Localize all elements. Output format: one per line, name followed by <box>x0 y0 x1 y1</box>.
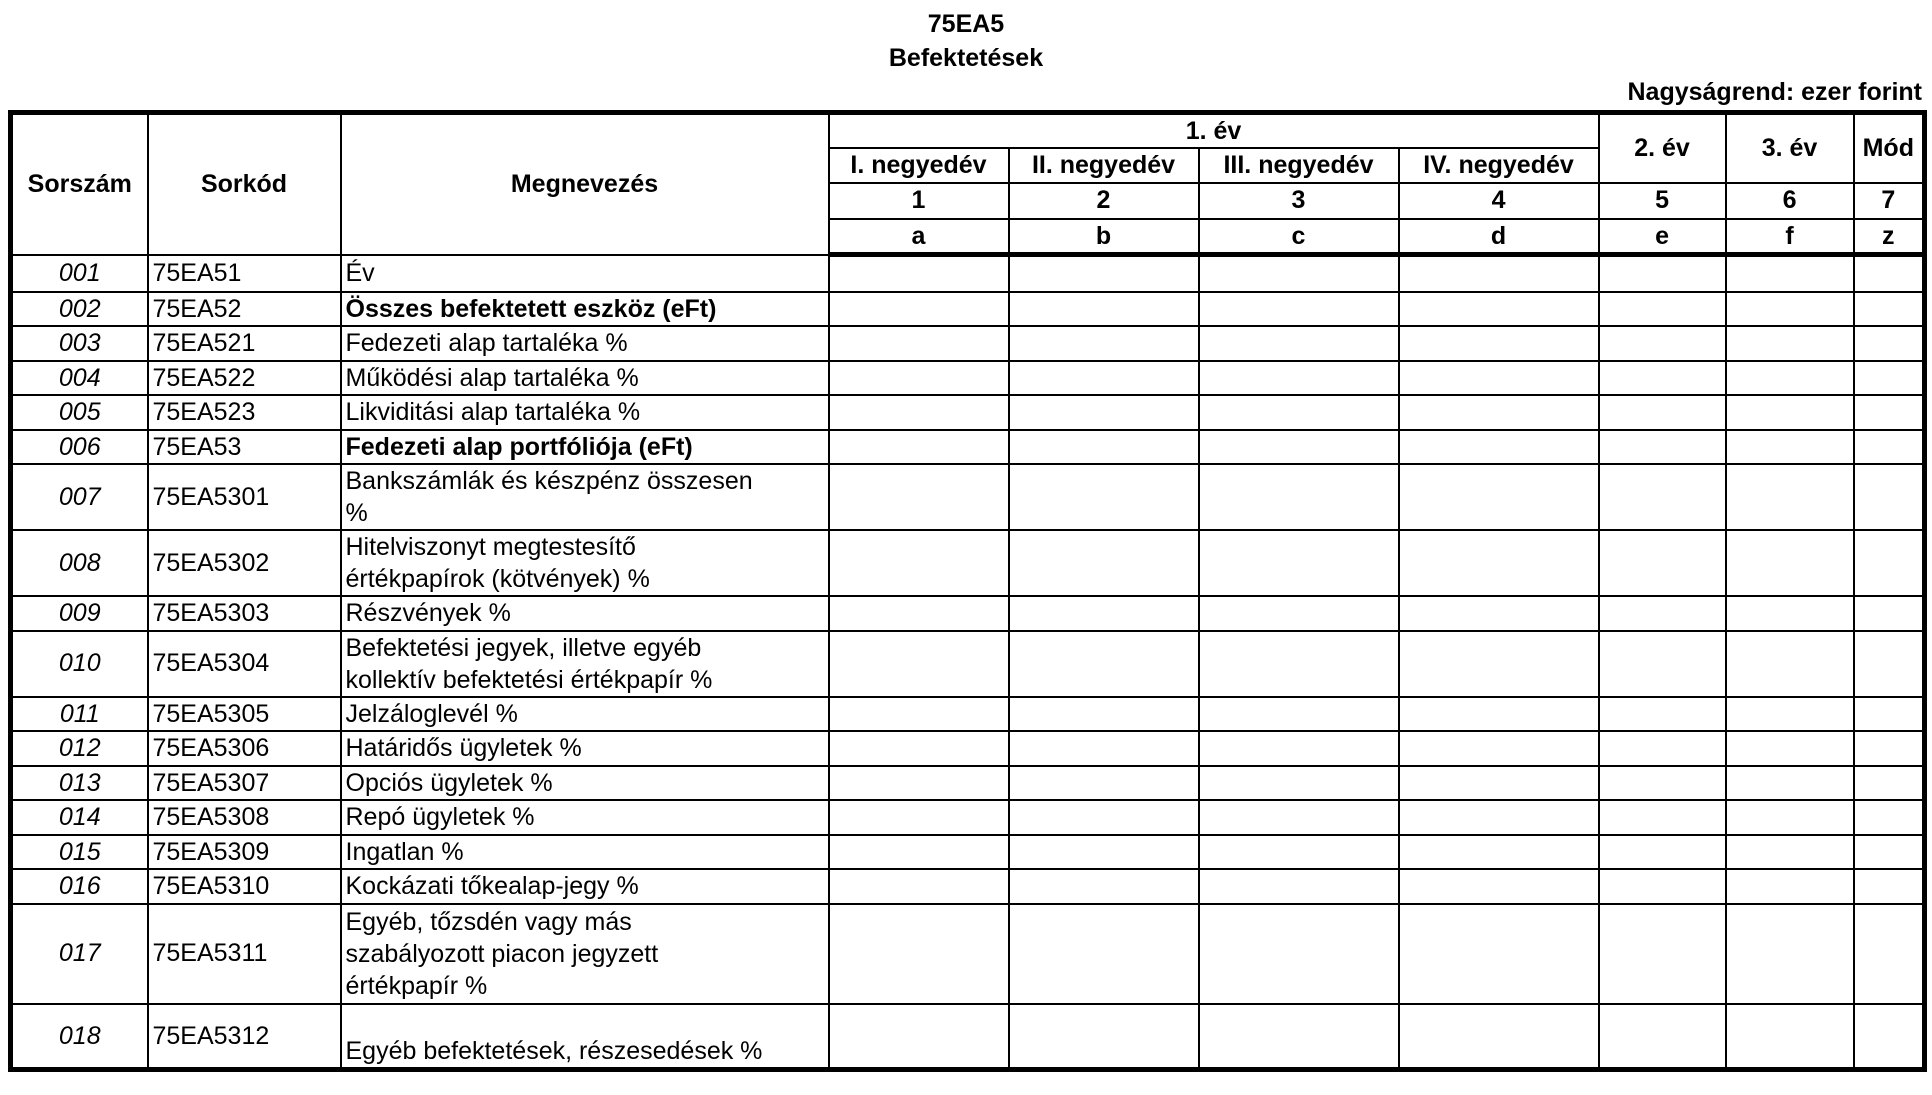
header-q2: II. negyedév <box>1009 148 1199 183</box>
row-number: 007 <box>11 464 148 530</box>
value-cell[interactable] <box>829 869 1009 904</box>
row-code: 75EA5307 <box>148 766 341 801</box>
table-row <box>11 800 1925 835</box>
row-name: Repó ügyletek % <box>341 800 829 835</box>
row-number: 009 <box>11 596 148 631</box>
row-name: Ingatlan % <box>341 835 829 870</box>
value-cell[interactable] <box>829 361 1009 396</box>
row-name-line: Hitelviszonyt megtestesítő <box>345 533 636 561</box>
value-cell[interactable] <box>1854 869 1925 904</box>
value-cell[interactable] <box>1599 395 1726 430</box>
value-cell[interactable] <box>1599 766 1726 801</box>
value-cell[interactable] <box>829 766 1009 801</box>
table-row <box>11 395 1925 430</box>
value-cell[interactable] <box>829 904 1009 1004</box>
value-cell[interactable] <box>1599 731 1726 766</box>
row-name-line: szabályozott piacon jegyzett <box>345 939 659 968</box>
col-number: 1 <box>829 183 1009 219</box>
col-letter: f <box>1726 219 1854 255</box>
col-number: 3 <box>1199 183 1399 219</box>
value-cell[interactable] <box>1726 835 1854 870</box>
header-mod: Mód <box>1854 113 1925 183</box>
value-cell[interactable] <box>1009 631 1199 697</box>
value-cell[interactable] <box>829 430 1009 465</box>
table-row <box>11 326 1925 361</box>
row-code: 75EA5311 <box>148 904 341 1004</box>
value-cell[interactable] <box>1854 395 1925 430</box>
row-number: 002 <box>11 292 148 327</box>
row-name: Egyéb befektetések, részesedések % <box>341 1004 829 1070</box>
value-cell[interactable] <box>1854 292 1925 327</box>
value-cell[interactable] <box>829 596 1009 631</box>
value-cell[interactable] <box>1399 766 1599 801</box>
row-number: 013 <box>11 766 148 801</box>
value-cell[interactable] <box>1199 292 1399 327</box>
table-row <box>11 430 1925 465</box>
row-name: Opciós ügyletek % <box>341 766 829 801</box>
value-cell[interactable] <box>1199 800 1399 835</box>
col-number: 4 <box>1399 183 1599 219</box>
value-cell[interactable] <box>1726 255 1854 292</box>
row-code: 75EA5304 <box>148 631 341 697</box>
value-cell[interactable] <box>1726 1004 1854 1070</box>
table-row <box>11 766 1925 801</box>
row-code: 75EA5302 <box>148 530 341 596</box>
value-cell[interactable] <box>1199 395 1399 430</box>
value-cell[interactable] <box>829 835 1009 870</box>
value-cell[interactable] <box>1009 766 1199 801</box>
value-cell[interactable] <box>1726 731 1854 766</box>
row-code: 75EA5306 <box>148 731 341 766</box>
row-code: 75EA5308 <box>148 800 341 835</box>
value-cell[interactable] <box>1854 631 1925 697</box>
row-name: Kockázati tőkealap-jegy % <box>341 869 829 904</box>
row-number: 018 <box>11 1004 148 1070</box>
value-cell[interactable] <box>1599 904 1726 1004</box>
value-cell[interactable] <box>1599 430 1726 465</box>
row-name-line: kollektív befektetési értékpapír % <box>345 665 713 694</box>
col-letter: d <box>1399 219 1599 255</box>
value-cell[interactable] <box>1854 255 1925 292</box>
value-cell[interactable] <box>829 326 1009 361</box>
value-cell[interactable] <box>1854 800 1925 835</box>
row-name <box>341 464 829 530</box>
value-cell[interactable] <box>1009 395 1199 430</box>
row-name: Működési alap tartaléka % <box>341 361 829 396</box>
col-letter: a <box>829 219 1009 255</box>
header-year2: 2. év <box>1599 113 1726 183</box>
row-code: 75EA5310 <box>148 869 341 904</box>
header-sorkod: Sorkód <box>148 113 341 255</box>
value-cell[interactable] <box>1399 464 1599 530</box>
value-cell[interactable] <box>1009 1004 1199 1070</box>
unit-label: Nagyságrend: ezer forint <box>1627 78 1922 106</box>
header-sorszam: Sorszám <box>11 113 148 255</box>
value-cell[interactable] <box>829 631 1009 697</box>
row-name <box>341 530 829 596</box>
form-code: 75EA5 <box>927 10 1005 38</box>
table-row <box>11 904 1925 1004</box>
value-cell[interactable] <box>1854 326 1925 361</box>
row-code: 75EA5301 <box>148 464 341 530</box>
value-cell[interactable] <box>1399 530 1599 596</box>
value-cell[interactable] <box>1726 596 1854 631</box>
table-row <box>11 1004 1925 1070</box>
table-row <box>11 361 1925 396</box>
value-cell[interactable] <box>1009 292 1199 327</box>
row-number: 001 <box>11 255 148 292</box>
value-cell[interactable] <box>1399 292 1599 327</box>
value-cell[interactable] <box>1399 395 1599 430</box>
row-code: 75EA51 <box>148 255 341 292</box>
value-cell[interactable] <box>829 697 1009 732</box>
row-number: 004 <box>11 361 148 396</box>
value-cell[interactable] <box>1599 631 1726 697</box>
row-code: 75EA521 <box>148 326 341 361</box>
row-code: 75EA53 <box>148 430 341 465</box>
col-letter: b <box>1009 219 1199 255</box>
row-code: 75EA523 <box>148 395 341 430</box>
row-code: 75EA522 <box>148 361 341 396</box>
value-cell[interactable] <box>1199 1004 1399 1070</box>
value-cell[interactable] <box>1599 292 1726 327</box>
value-cell[interactable] <box>829 800 1009 835</box>
value-cell[interactable] <box>1199 326 1399 361</box>
value-cell[interactable] <box>1009 869 1199 904</box>
value-cell[interactable] <box>1599 835 1726 870</box>
value-cell[interactable] <box>1199 255 1399 292</box>
value-cell[interactable] <box>1726 530 1854 596</box>
value-cell[interactable] <box>1599 361 1726 396</box>
row-number: 006 <box>11 430 148 465</box>
value-cell[interactable] <box>1399 430 1599 465</box>
value-cell[interactable] <box>1199 596 1399 631</box>
table-row <box>11 596 1925 631</box>
value-cell[interactable] <box>1399 596 1599 631</box>
value-cell[interactable] <box>1399 869 1599 904</box>
value-cell[interactable] <box>1599 697 1726 732</box>
row-name-line: Befektetési jegyek, illetve egyéb <box>345 633 702 662</box>
row-name: Részvények % <box>341 596 829 631</box>
table-row <box>11 835 1925 870</box>
value-cell[interactable] <box>1726 361 1854 396</box>
row-name: Jelzáloglevél % <box>341 697 829 732</box>
value-cell[interactable] <box>1854 731 1925 766</box>
row-name: Határidős ügyletek % <box>341 731 829 766</box>
table-row <box>11 530 1925 596</box>
value-cell[interactable] <box>1009 904 1199 1004</box>
value-cell[interactable] <box>1009 835 1199 870</box>
value-cell[interactable] <box>1726 766 1854 801</box>
col-letter: c <box>1199 219 1399 255</box>
value-cell[interactable] <box>1599 869 1726 904</box>
header-megnevezes: Megnevezés <box>341 113 829 255</box>
value-cell[interactable] <box>1199 530 1399 596</box>
row-name: Év <box>341 255 829 292</box>
value-cell[interactable] <box>1726 631 1854 697</box>
table-row <box>11 631 1925 697</box>
row-name-line: Bankszámlák és készpénz összesen <box>345 467 753 495</box>
row-name: Fedezeti alap tartaléka % <box>341 326 829 361</box>
table-row <box>11 464 1925 530</box>
value-cell[interactable] <box>829 731 1009 766</box>
header-year3: 3. év <box>1726 113 1854 183</box>
row-code: 75EA5312 <box>148 1004 341 1070</box>
value-cell[interactable] <box>1854 766 1925 801</box>
col-letter: e <box>1599 219 1726 255</box>
col-number: 7 <box>1854 183 1925 219</box>
value-cell[interactable] <box>1199 904 1399 1004</box>
value-cell[interactable] <box>1399 835 1599 870</box>
value-cell[interactable] <box>1854 1004 1925 1070</box>
value-cell[interactable] <box>1599 255 1726 292</box>
value-cell[interactable] <box>829 292 1009 327</box>
value-cell[interactable] <box>829 395 1009 430</box>
form-title: Befektetések <box>888 44 1044 72</box>
value-cell[interactable] <box>1199 869 1399 904</box>
value-cell[interactable] <box>1199 464 1399 530</box>
value-cell[interactable] <box>829 1004 1009 1070</box>
value-cell[interactable] <box>1009 596 1199 631</box>
value-cell[interactable] <box>1854 464 1925 530</box>
value-cell[interactable] <box>1726 869 1854 904</box>
row-number: 014 <box>11 800 148 835</box>
value-cell[interactable] <box>1726 292 1854 327</box>
value-cell[interactable] <box>1009 530 1199 596</box>
value-cell[interactable] <box>1199 731 1399 766</box>
row-name <box>341 631 829 697</box>
value-cell[interactable] <box>1199 835 1399 870</box>
col-number: 6 <box>1726 183 1854 219</box>
investment-table <box>8 110 1927 1072</box>
row-name-line: % <box>345 499 368 527</box>
value-cell[interactable] <box>1726 904 1854 1004</box>
value-cell[interactable] <box>1199 766 1399 801</box>
table-row <box>11 731 1925 766</box>
value-cell[interactable] <box>829 255 1009 292</box>
value-cell[interactable] <box>1399 255 1599 292</box>
value-cell[interactable] <box>1726 464 1854 530</box>
value-cell[interactable] <box>1009 430 1199 465</box>
row-code: 75EA52 <box>148 292 341 327</box>
row-number: 017 <box>11 904 148 1004</box>
value-cell[interactable] <box>1009 255 1199 292</box>
table-row <box>11 292 1925 327</box>
value-cell[interactable] <box>1399 904 1599 1004</box>
value-cell[interactable] <box>1399 361 1599 396</box>
value-cell[interactable] <box>1854 596 1925 631</box>
col-letter: z <box>1854 219 1925 255</box>
value-cell[interactable] <box>1726 800 1854 835</box>
value-cell[interactable] <box>1599 464 1726 530</box>
value-cell[interactable] <box>1199 361 1399 396</box>
value-cell[interactable] <box>1599 530 1726 596</box>
row-code: 75EA5309 <box>148 835 341 870</box>
row-number: 010 <box>11 631 148 697</box>
row-name-line: Egyéb, tőzsdén vagy más <box>345 907 632 936</box>
row-name <box>341 904 829 1004</box>
value-cell[interactable] <box>1009 361 1199 396</box>
value-cell[interactable] <box>829 464 1009 530</box>
row-name: Összes befektetett eszköz (eFt) <box>341 292 829 327</box>
header-q1: I. negyedév <box>829 148 1009 183</box>
value-cell[interactable] <box>1009 731 1199 766</box>
value-cell[interactable] <box>1199 631 1399 697</box>
value-cell[interactable] <box>1854 530 1925 596</box>
value-cell[interactable] <box>1599 596 1726 631</box>
header-q4: IV. negyedév <box>1399 148 1599 183</box>
value-cell[interactable] <box>1009 697 1199 732</box>
row-number: 011 <box>11 697 148 732</box>
row-number: 008 <box>11 530 148 596</box>
value-cell[interactable] <box>1399 326 1599 361</box>
row-number: 003 <box>11 326 148 361</box>
value-cell[interactable] <box>1854 361 1925 396</box>
value-cell[interactable] <box>1009 800 1199 835</box>
value-cell[interactable] <box>1726 430 1854 465</box>
row-number: 012 <box>11 731 148 766</box>
value-cell[interactable] <box>1399 731 1599 766</box>
header-q3: III. negyedév <box>1199 148 1399 183</box>
row-code: 75EA5305 <box>148 697 341 732</box>
value-cell[interactable] <box>1399 1004 1599 1070</box>
value-cell[interactable] <box>1599 326 1726 361</box>
value-cell[interactable] <box>1854 904 1925 1004</box>
value-cell[interactable] <box>1009 464 1199 530</box>
value-cell[interactable] <box>1009 326 1199 361</box>
row-name: Fedezeti alap portfóliója (eFt) <box>341 430 829 465</box>
col-number: 5 <box>1599 183 1726 219</box>
value-cell[interactable] <box>1854 430 1925 465</box>
value-cell[interactable] <box>1599 1004 1726 1070</box>
value-cell[interactable] <box>1399 800 1599 835</box>
value-cell[interactable] <box>1399 631 1599 697</box>
table-row <box>11 255 1925 292</box>
value-cell[interactable] <box>1854 697 1925 732</box>
value-cell[interactable] <box>1199 697 1399 732</box>
value-cell[interactable] <box>1854 835 1925 870</box>
value-cell[interactable] <box>829 530 1009 596</box>
row-number: 015 <box>11 835 148 870</box>
row-number: 005 <box>11 395 148 430</box>
value-cell[interactable] <box>1726 326 1854 361</box>
value-cell[interactable] <box>1726 395 1854 430</box>
row-name-line: értékpapír % <box>345 971 488 1000</box>
value-cell[interactable] <box>1199 430 1399 465</box>
row-number: 016 <box>11 869 148 904</box>
value-cell[interactable] <box>1399 697 1599 732</box>
table-row <box>11 869 1925 904</box>
row-name: Likviditási alap tartaléka % <box>341 395 829 430</box>
table-row <box>11 697 1925 732</box>
row-name-line: értékpapírok (kötvények) % <box>345 565 650 593</box>
header-year1: 1. év <box>829 113 1599 148</box>
row-code: 75EA5303 <box>148 596 341 631</box>
col-number: 2 <box>1009 183 1199 219</box>
value-cell[interactable] <box>1599 800 1726 835</box>
value-cell[interactable] <box>1726 697 1854 732</box>
